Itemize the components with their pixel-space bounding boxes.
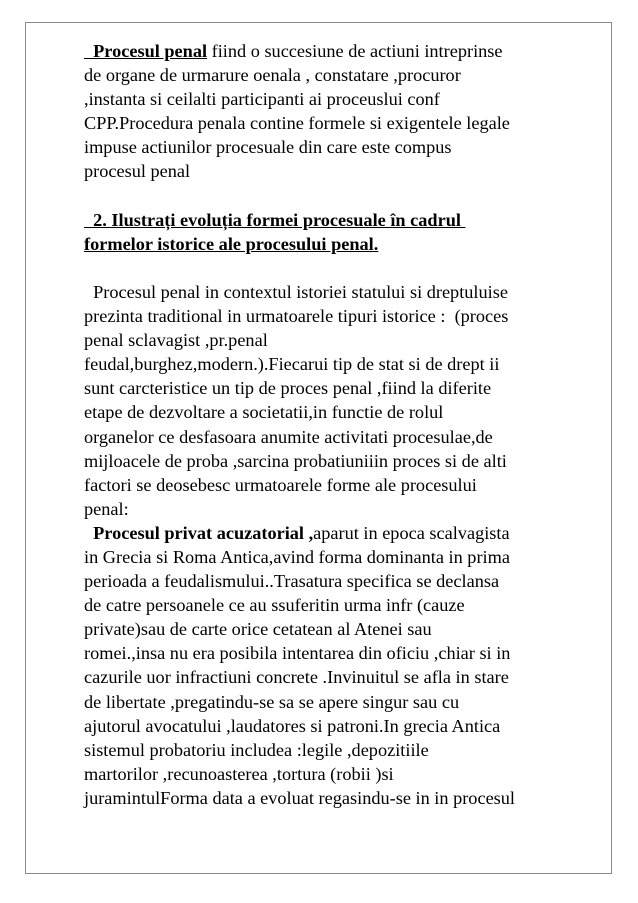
spacer	[84, 256, 604, 280]
p1-line: ,instanta si ceilalti participanti ai proceuslui conf	[84, 89, 440, 110]
p2-line: prezinta traditional in urmatoarele tipuri istorice : (proces	[84, 306, 509, 327]
p2-line: etape de dezvoltare a societatii,in functie de rolul	[84, 402, 444, 423]
p2-line: Procesul penal in contextul istoriei statului si dreptuluise	[84, 281, 508, 302]
p2-line: penal sclavagist ,pr.penal	[84, 330, 268, 351]
p1-line: CPP.Procedura penala contine formele si exigentele legale	[84, 113, 510, 134]
p1-first-line: Procesul penal fiind o succesiune de actiuni intreprinse	[84, 41, 503, 61]
p3-line: juramintulForma data a evoluat regasindu-se in in procesul	[84, 787, 516, 808]
p3-line: de libertate ,pregatindu-se sa se apere singur sau cu	[84, 691, 460, 712]
p3-line: sistemul probatoriu includea :legile ,depozitiile	[84, 739, 429, 760]
p3-line: in Grecia si Roma Antica,avind forma dominanta in prima	[84, 546, 510, 567]
p1-line: impuse actiunilor procesuale din care este compus	[84, 137, 452, 158]
p2-line: mijloacele de proba ,sarcina probatiuniiin proces si de alti	[84, 450, 507, 471]
p1-line: de organe de urmarure oenala , constatare ,procuror	[84, 65, 461, 86]
p3-first-line: Procesul privat acuzatorial ,aparut in epoca scalvagista	[84, 522, 510, 543]
p3-line: ajutorul avocatului ,laudatores si patroni.In grecia Antica	[84, 715, 501, 736]
spacer	[84, 184, 604, 208]
p2-line: feudal,burghez,modern.).Fiecarui tip de stat si de drept ii	[84, 354, 500, 375]
p2-line: sunt carcteristice un tip de proces penal ,fiind la diferite	[84, 378, 492, 399]
p3-line: cazurile uor infractiuni concrete .Invinuitul se afla in stare	[84, 667, 509, 688]
p3-line: private)sau de carte orice cetatean al Atenei sau	[84, 619, 432, 640]
p2-line: factori se deosebesc urmatoarele forme ale procesului	[84, 474, 477, 495]
section-heading-line-2: formelor istorice ale procesului penal.	[84, 233, 379, 254]
p2-line: penal:	[84, 498, 129, 519]
p3-line: martorilor ,recunoasterea ,tortura (robii )si	[84, 763, 394, 784]
document-body	[84, 39, 604, 810]
p3-line: romei.,insa nu era posibila intentarea din oficiu ,chiar si in	[84, 643, 511, 664]
p3-line: de catre persoanele ce au ssuferitin urma infr (cauze	[84, 595, 465, 616]
p2-line: organelor ce desfasoara anumite activitati procesulae,de	[84, 426, 493, 447]
term-procesul-penal: Procesul penal	[84, 41, 208, 61]
p3-line: perioada a feudalismului..Trasatura specifica se declansa	[84, 571, 500, 592]
section-heading-line-1: 2. Ilustrați evoluția formei procesuale în cadrul	[84, 209, 466, 230]
term-procesul-privat-acuzatorial: Procesul privat acuzatorial ,	[84, 522, 314, 543]
p1-line: procesul penal	[84, 161, 191, 182]
